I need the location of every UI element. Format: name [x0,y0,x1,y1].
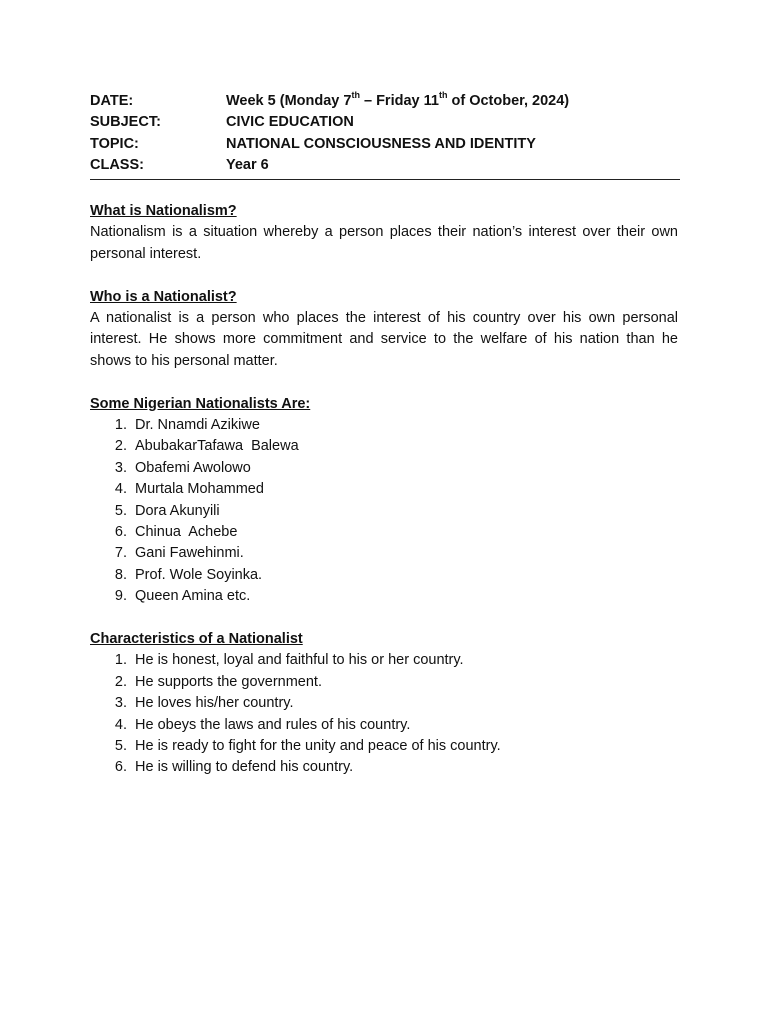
list-item-text: Queen Amina etc. [135,588,251,605]
list-item-text: He is willing to defend his country. [135,759,354,776]
date-text-2: – Friday 11 [359,93,439,109]
list-number: 4. [114,716,127,733]
date-superscript-1: th [351,90,360,101]
nationalism-section [90,201,678,265]
subject-row [90,112,680,133]
nationalist-section [90,287,678,373]
list-item-text: Murtala Mohammed [135,481,264,498]
lesson-header [90,91,680,180]
topic-row [90,134,680,155]
list-item [90,436,678,457]
list-item [90,479,678,500]
list-item [90,672,678,693]
list-item [90,543,678,564]
list-item-text: He supports the government. [135,673,322,690]
topic-label: TOPIC: [90,135,139,152]
list-number: 2. [114,673,127,690]
nationalism-heading: What is Nationalism? [90,203,237,219]
list-item-text: Prof. Wole Soyinka. [135,566,263,583]
list-item-text: He loves his/her country. [135,695,294,712]
list-number: 5. [114,502,127,519]
list-number: 1. [114,417,127,434]
list-number: 9. [114,588,127,605]
characteristics-heading: Characteristics of a Nationalist [90,630,303,647]
list-item-text: Dora Akunyili [135,502,220,519]
list-item [90,693,678,714]
list-item-text: He is ready to fight for the unity and peace of his country. [135,737,501,754]
subject-value: CIVIC EDUCATION [226,114,354,131]
topic-value: NATIONAL CONSCIOUSNESS AND IDENTITY [226,135,536,152]
date-text-3: of October, 2024) [447,93,570,109]
list-number: 8. [114,566,127,583]
nationalism-definition: Nationalism is a situation whereby a person places their nation’s interest over their own personal interest. [90,224,678,262]
list-item-text: AbubakarTafawa Balewa [135,438,299,455]
list-number: 1. [114,652,127,669]
date-superscript-2: th [438,90,448,101]
list-number: 3. [114,695,127,712]
lesson-content [90,201,678,800]
list-number: 5. [114,737,127,754]
date-label: DATE: [90,93,134,109]
list-number: 6. [114,523,127,540]
list-item [90,586,678,607]
class-value: Year 6 [226,157,269,174]
class-label: CLASS: [90,157,144,174]
nationalist-definition: A nationalist is a person who places the interest of his country over his own personal interest. He shows more commitment and service to the welfare of his nation than he shows to his personal matter. [90,310,678,369]
nigerian-nationalists-section [90,394,678,608]
list-number: 4. [114,481,127,498]
list-item [90,415,678,436]
list-item [90,501,678,522]
list-item [90,565,678,586]
list-item [90,757,678,778]
list-item-text: Obafemi Awolowo [135,459,251,476]
list-number: 6. [114,759,127,776]
list-item-text: Dr. Nnamdi Azikiwe [135,417,260,434]
date-row [90,91,680,112]
date-value [226,91,680,112]
list-item-text: He obeys the laws and rules of his country. [135,716,411,733]
list-item-text: He is honest, loyal and faithful to his or her country. [135,652,464,669]
characteristics-section [90,629,678,779]
list-item [90,715,678,736]
list-item-text: Chinua Achebe [135,523,238,540]
list-item [90,458,678,479]
list-number: 7. [114,545,127,562]
list-number: 2. [114,438,127,455]
list-item [90,736,678,757]
nationalist-heading: Who is a Nationalist? [90,288,237,305]
characteristics-list [90,650,678,778]
subject-label: SUBJECT: [90,114,161,131]
nigerian-nationalists-list [90,415,678,608]
list-item [90,522,678,543]
list-item [90,650,678,671]
list-item-text: Gani Fawehinmi. [135,545,244,562]
class-row [90,155,680,176]
nigerian-nationalists-heading: Some Nigerian Nationalists Are: [90,395,311,412]
date-text-1: Week 5 (Monday 7 [226,93,352,109]
list-number: 3. [114,459,127,476]
